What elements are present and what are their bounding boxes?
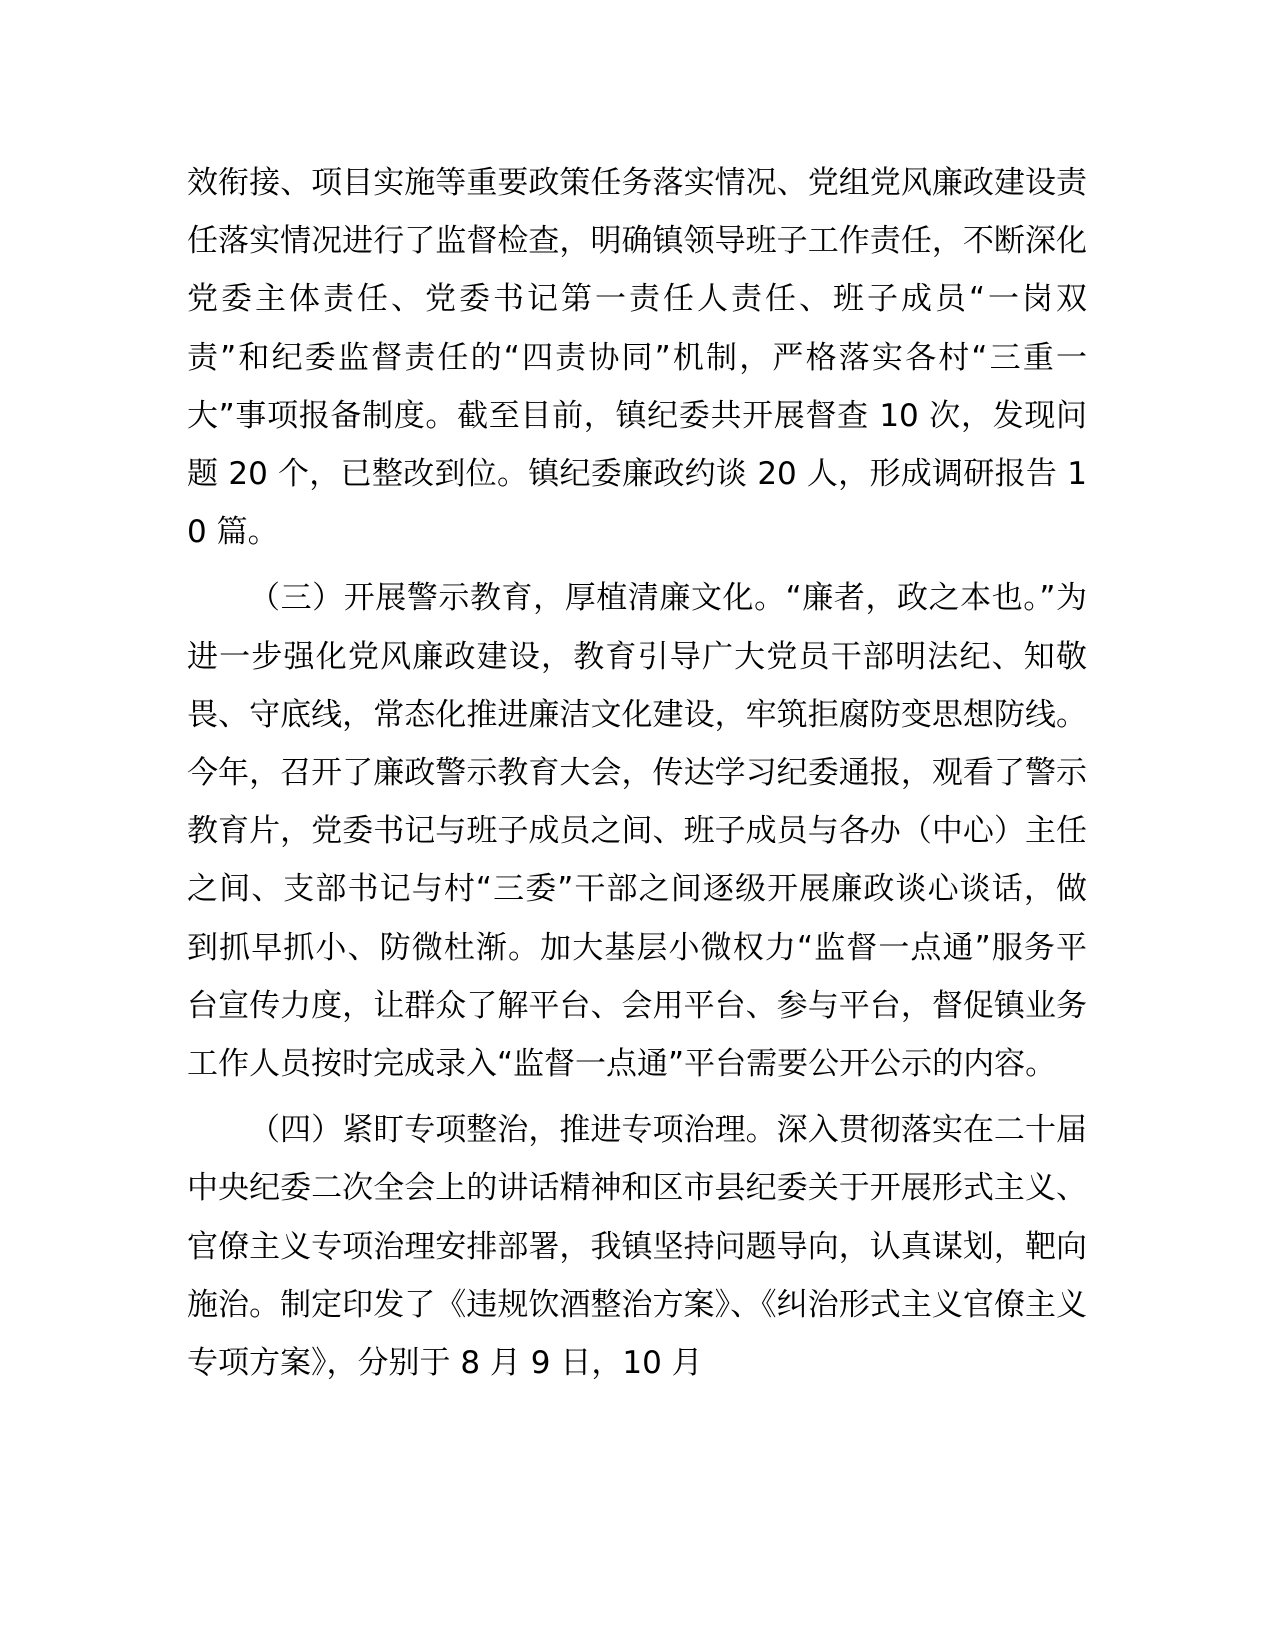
document-body	[187, 154, 1087, 1392]
paragraph-gap	[187, 1093, 1087, 1101]
paragraph-special-rectification: （四）紧盯专项整治，推进专项治理。深入贯彻落实在二十届中央纪委二次全会上的讲话精神和区市县纪委关于开展形式主义、官僚主义专项治理安排部署，我镇坚持问题导向，认真谋划，靶向施治。制定印发了《违规饮酒整治方案》、《纠治形式主义官僚主义专项方案》，分别于 8 月 9 日，10 月	[187, 1112, 1087, 1382]
paragraph-supervision-summary: 效衔接、项目实施等重要政策任务落实情况、党组党风廉政建设责任落实情况进行了监督检查，明确镇领导班子工作责任，不断深化党委主体责任、党委书记第一责任人责任、班子成员“一岗双责”和纪委监督责任的“四责协同”机制，严格落实各村“三重一大”事项报备制度。截至目前，镇纪委共开展督查 10 次，发现问题 20 个，已整改到位。镇纪委廉政约谈 20 人，形成调研报告 10 篇。	[187, 165, 1087, 551]
paragraph-warning-education: （三）开展警示教育，厚植清廉文化。“廉者，政之本也。”为进一步强化党风廉政建设，教育引导广大党员干部明法纪、知敬畏、守底线，常态化推进廉洁文化建设，牢筑拒腐防变思想防线。今年，召开了廉政警示教育大会，传达学习纪委通报，观看了警示教育片，党委书记与班子成员之间、班子成员与各办（中心）主任之间、支部书记与村“三委”干部之间逐级开展廉政谈心谈话，做到抓早抓小、防微杜渐。加大基层小微权力“监督一点通”服务平台宣传力度，让群众了解平台、会用平台、参与平台，督促镇业务工作人员按时完成录入“监督一点通”平台需要公开公示的内容。	[187, 580, 1087, 1083]
paragraph-gap	[187, 561, 1087, 569]
